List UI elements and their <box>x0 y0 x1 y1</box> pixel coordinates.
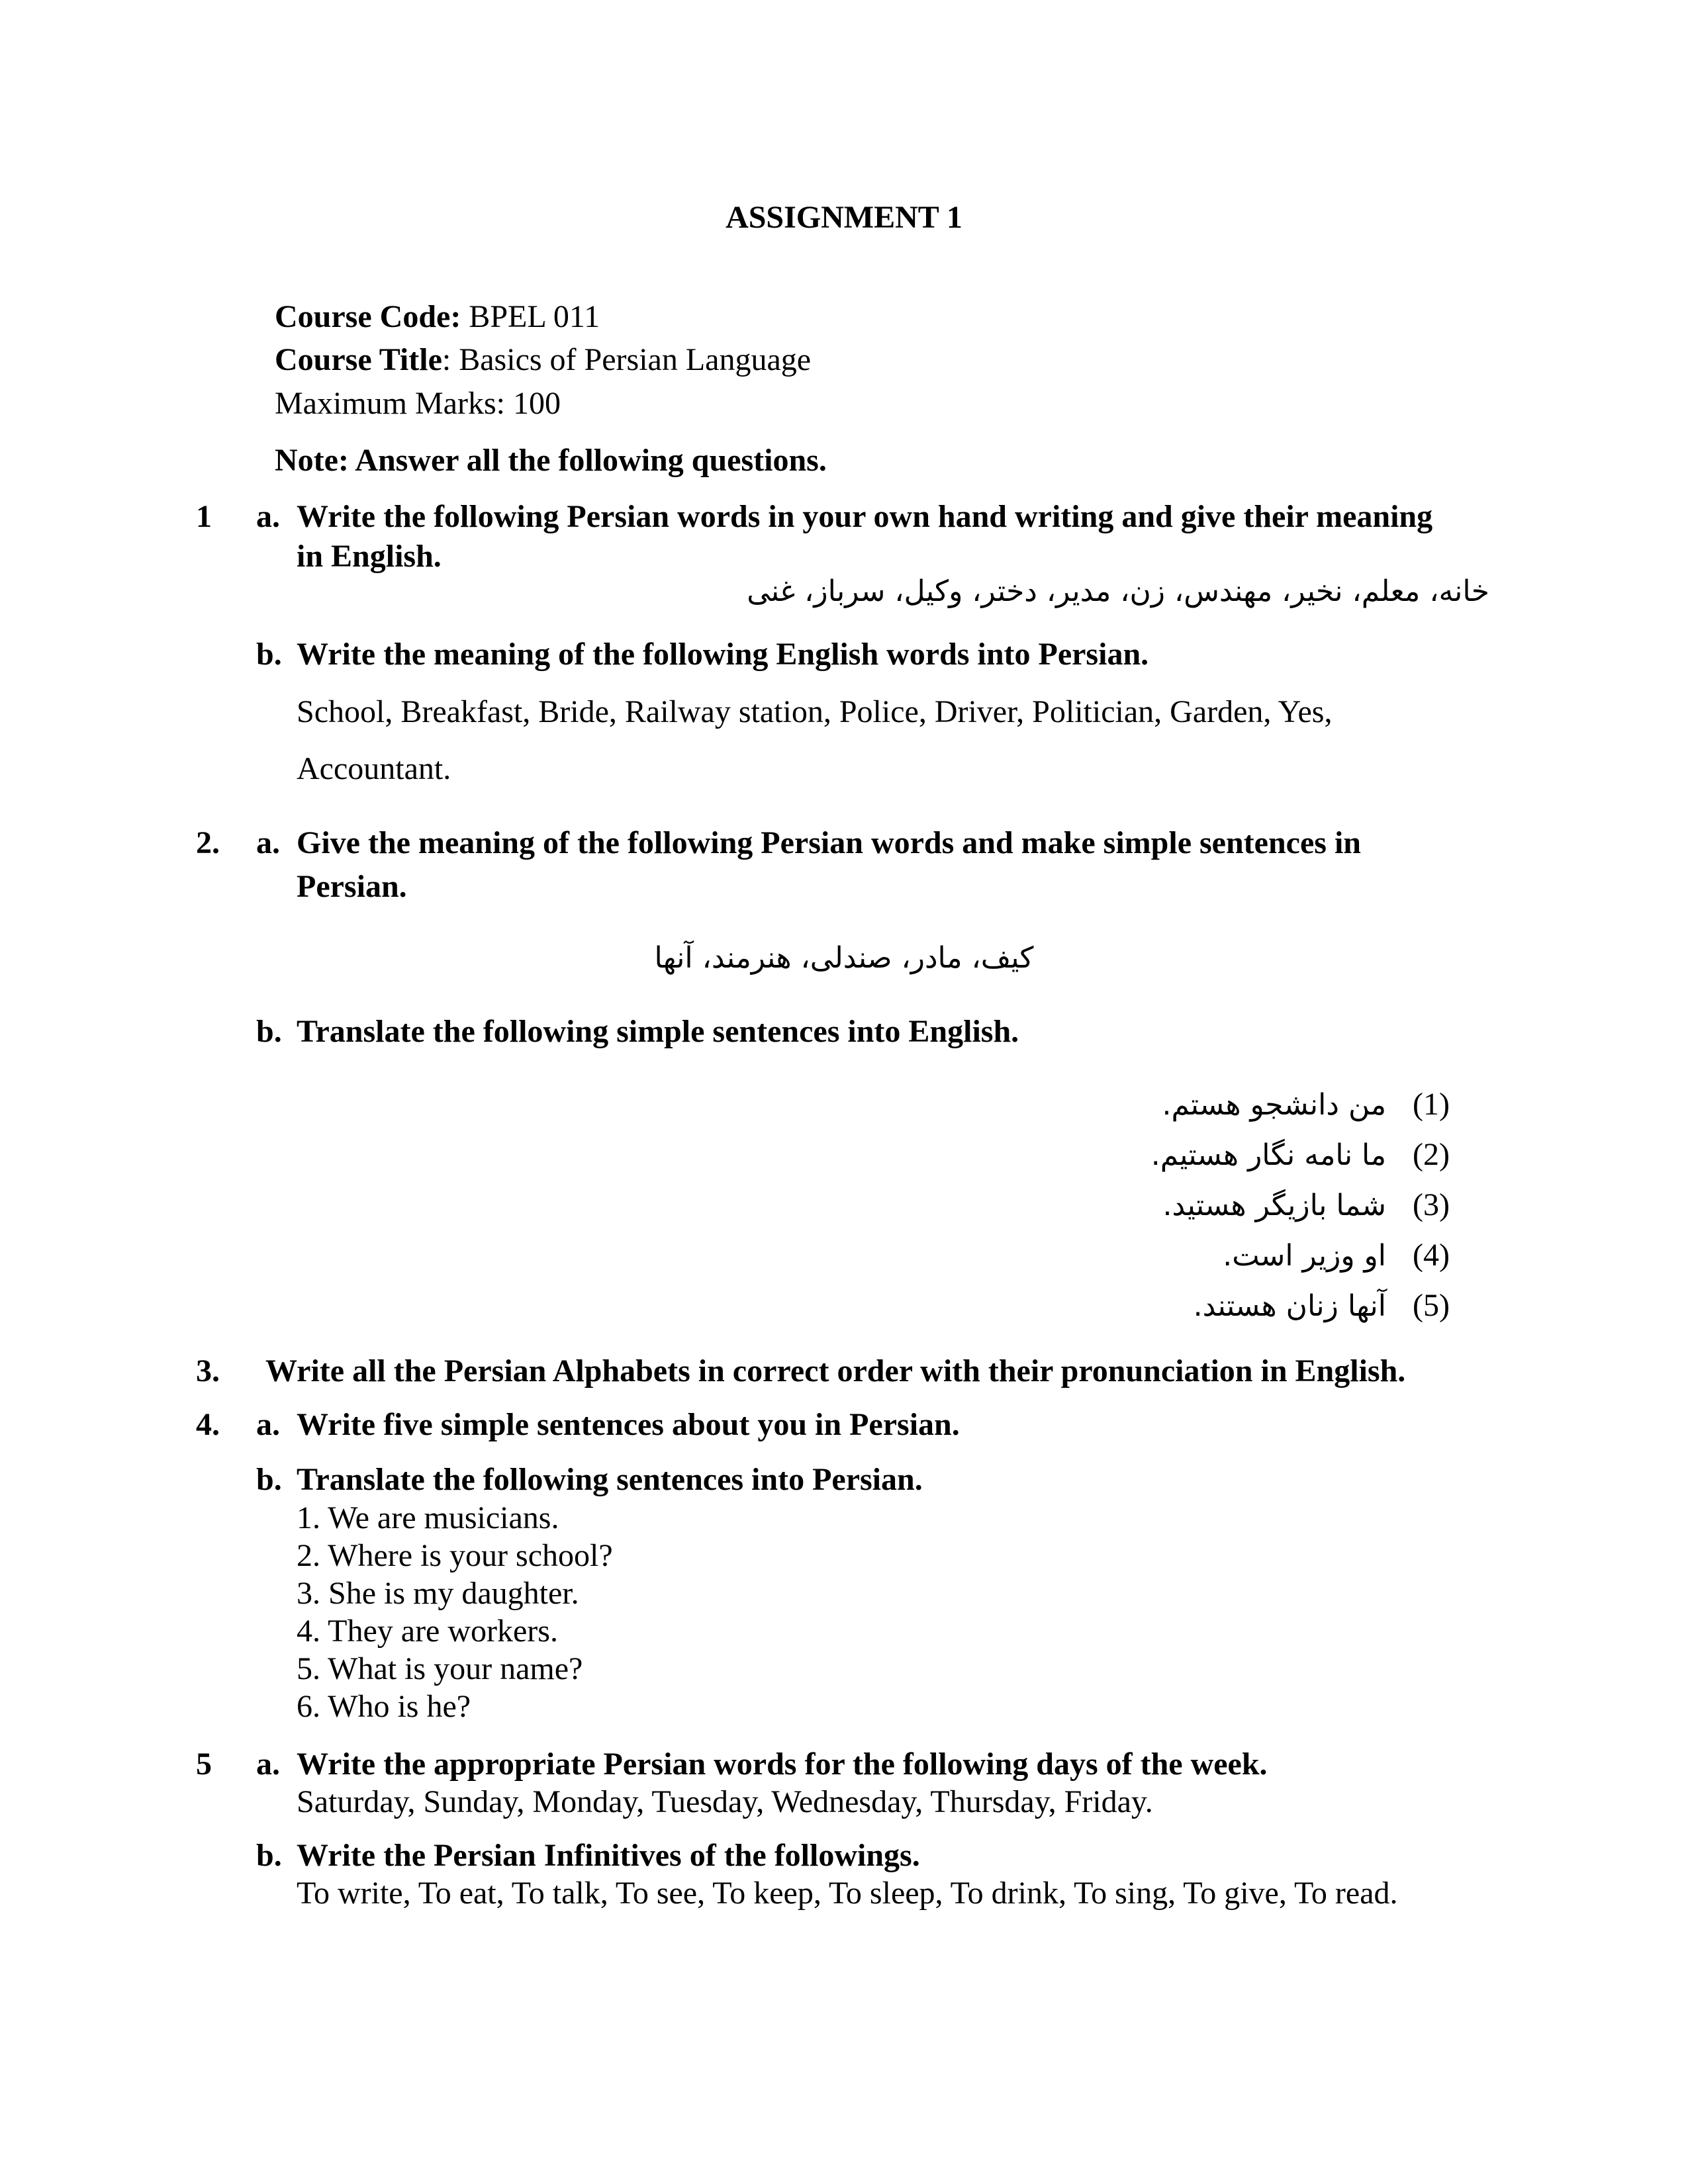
persian-sentence-number: (1) <box>1413 1087 1450 1122</box>
q4b-label: b. <box>256 1462 282 1497</box>
q1b-words-line2: Accountant. <box>297 751 451 786</box>
q4a-text: Write five simple sentences about you in Persian. <box>297 1407 960 1442</box>
q2-number: 2. <box>196 825 220 860</box>
course-title <box>275 341 811 379</box>
persian-sentence-text: ما نامه نگار هستیم. <box>1150 1138 1387 1172</box>
q1b-label: b. <box>256 637 282 672</box>
q5b-label: b. <box>256 1838 282 1873</box>
persian-sentence-number: (5) <box>1413 1288 1450 1323</box>
max-marks: Maximum Marks: 100 <box>275 386 561 421</box>
list-item: 4. They are workers. <box>297 1614 558 1649</box>
q5b-text: Write the Persian Infinitives of the followings. <box>297 1838 920 1873</box>
q2a-label: a. <box>256 825 280 860</box>
list-item: 1. We are musicians. <box>297 1500 559 1535</box>
q4b-text: Translate the following sentences into Persian. <box>297 1462 923 1497</box>
persian-sentence-text: شما بازیگر هستید. <box>1162 1189 1387 1222</box>
persian-sentence-text: من دانشجو هستم. <box>1162 1088 1387 1122</box>
persian-sentence-row <box>1223 1236 1450 1275</box>
list-item: 5. What is your name? <box>297 1651 583 1686</box>
q1a-persian-words: خانه، معلم، نخیر، مهندس، زن، مدیر، دختر، وکیل، سرباز، غنی <box>747 574 1489 608</box>
persian-sentence-text: آنها زنان هستند. <box>1193 1289 1387 1323</box>
q1a-label: a. <box>256 499 280 534</box>
instructions-note: Note: Answer all the following questions. <box>275 443 827 478</box>
q5a-label: a. <box>256 1747 280 1782</box>
q5b-verbs: To write, To eat, To talk, To see, To keep, To sleep, To drink, To sing, To give, To read. <box>297 1876 1398 1911</box>
q2b-text: Translate the following simple sentences into English. <box>297 1014 1019 1049</box>
persian-sentence-row <box>1162 1085 1450 1124</box>
persian-sentence-text: او وزیر است. <box>1223 1239 1387 1273</box>
course-code-value: BPEL 011 <box>461 299 600 334</box>
persian-sentence-number: (4) <box>1413 1238 1450 1273</box>
course-code <box>275 298 600 336</box>
list-item: 3. She is my daughter. <box>297 1576 579 1611</box>
q2a-text-line2: Persian. <box>297 869 407 904</box>
list-item: 2. Where is your school? <box>297 1538 613 1573</box>
q5a-days: Saturday, Sunday, Monday, Tuesday, Wednesday, Thursday, Friday. <box>297 1784 1153 1819</box>
persian-sentence-number: (3) <box>1413 1187 1450 1222</box>
q1a-text-line1: Write the following Persian words in your own hand writing and give their meaning <box>297 499 1433 534</box>
page-title: ASSIGNMENT 1 <box>726 200 962 235</box>
course-code-label: Course Code: <box>275 299 461 334</box>
persian-sentence-row <box>1194 1287 1450 1325</box>
q1-number: 1 <box>196 499 212 534</box>
q3-number: 3. <box>196 1353 220 1388</box>
course-title-value: : Basics of Persian Language <box>442 342 812 377</box>
q2a-text-line1: Give the meaning of the following Persian words and make simple sentences in <box>297 825 1361 860</box>
course-title-label: Course Title <box>275 342 442 377</box>
persian-sentence-row <box>1163 1186 1450 1224</box>
q2b-label: b. <box>256 1014 282 1049</box>
q4a-label: a. <box>256 1407 280 1442</box>
q1b-words-line1: School, Breakfast, Bride, Railway station, Police, Driver, Politician, Garden, Yes, <box>297 694 1333 729</box>
q1a-text-line2: in English. <box>297 539 442 574</box>
list-item: 6. Who is he? <box>297 1689 471 1724</box>
persian-sentence-number: (2) <box>1413 1137 1450 1172</box>
q5-number: 5 <box>196 1747 212 1782</box>
q4b-sentence-list <box>297 1499 613 1725</box>
persian-sentence-row <box>1151 1136 1450 1174</box>
q3-text: Write all the Persian Alphabets in correct order with their pronunciation in English. <box>265 1353 1406 1388</box>
q1b-text: Write the meaning of the following English words into Persian. <box>297 637 1149 672</box>
q4-number: 4. <box>196 1407 220 1442</box>
q2a-persian-words: کیف، مادر، صندلی، هنرمند، آنها <box>654 941 1034 975</box>
q5a-text: Write the appropriate Persian words for the following days of the week. <box>297 1747 1268 1782</box>
